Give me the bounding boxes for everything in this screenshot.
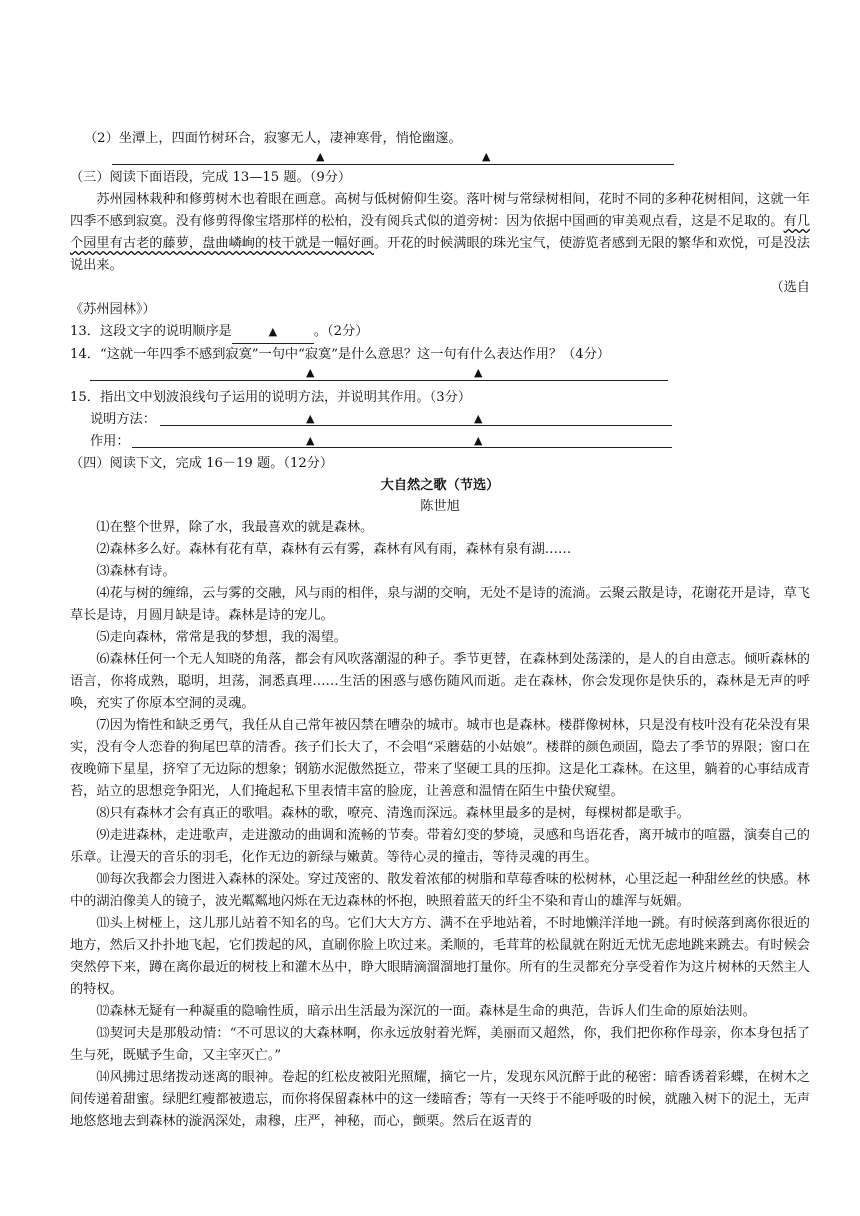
method-label: 说明方法： [90,412,156,427]
article-paragraph: ⑵森林多么好。森林有花有草，森林有云有雾，森林有风有雨，森林有泉有湖…… [96,542,572,557]
article-paragraph: ⑾头上树桠上，这儿那儿站着不知名的鸟。它们大大方方、满不在乎地站着，不时地懒洋洋地一跳。有时候落到离你很近的地方，然后又扑扑地飞起，它们拨起的风，直刷你脸上吹过来。柔顺的，毛茸茸的松鼠就在附近无忧无虑地跳来跳去。有时候会突然停下来，蹲在离你最近的树枝上和灌木丛中，睁大眼睛滴溜溜地打量你。所有的生灵都充分享受着作为这片树林的天然主人的特权。 [70,916,810,997]
article-paragraph: ⑼走进森林，走进歌声，走进激动的曲调和流畅的节奏。带着幻变的梦境，灵感和鸟语花香，离开城市的喧嚣，演奏自己的乐章。让漫天的音乐的羽毛，化作无边的新绿与嫩黄。等待心灵的撞击，等待灵魂的再生。 [70,828,810,865]
answer-marker: ▲ [474,434,483,447]
answer-line-2[interactable] [112,150,674,165]
question-2-text: （2）坐潭上，四面竹树环合，寂寥无人，凄神寒骨，悄怆幽邃。 [84,131,462,146]
source-note-b: 《苏州园林》） [70,302,156,317]
answer-marker: ▲ [306,412,315,425]
section-3-title: （三）阅读下面语段，完成 13—15 题。（9分） [70,170,352,185]
answer-marker: ▲ [482,150,491,163]
answer-line-method[interactable] [160,425,672,426]
source-note-a: （选自 [770,280,810,295]
question-14: 14．“这就一年四季不感到寂寞”一句中“寂寞”是什么意思？这一句有什么表达作用？（4分） [70,347,611,362]
article-paragraph: ⑸走向森林，常常是我的梦想，我的渴望。 [96,630,347,645]
article-paragraph: ⑻只有森林才会有真正的歌唱。森林的歌，嘹亮、清逸而深远。森林里最多的是树，每棵树都是歌手。 [96,806,690,821]
article-title: 大自然之歌（节选） [380,478,500,493]
question-13: 13．这段文字的说明顺序是 ▲ 。（2分） [70,321,810,344]
article-paragraph: ⑷花与树的缠绵，云与雾的交融，风与雨的相伴，泉与湖的交响，无处不是诗的流淌。云聚云散是诗，花谢花开是诗，草飞草长是诗，月圆月缺是诗。森林是诗的宠儿。 [70,586,810,623]
article-paragraph: ⒀契诃夫是那般动情：“不可思议的大森林啊，你永远放射着光辉，美丽而又超然，你，我们把你称作母亲，你本身包括了生与死，既赋予生命，又主宰灭亡。” [70,1026,810,1063]
answer-marker: ▲ [316,150,325,163]
article-paragraph: ⑶森林有诗。 [96,564,176,579]
article-author: 陈世旭 [420,499,460,514]
answer-line-14[interactable] [90,366,668,381]
article-paragraph: ⑿森林无疑有一种凝重的隐喻性质，暗示出生活最为深沉的一面。森林是生命的典范，告诉人们生命的原始法则。 [96,1004,756,1019]
answer-marker: ▲ [306,366,315,379]
answer-marker: ▲ [474,366,483,379]
article-paragraph: ⒁风拂过思绪拨动迷离的眼神。卷起的红松皮被阳光照耀，摘它一片，发现东风沉醉于此的秘密：暗香诱着彩蝶，在树木之间传递着甜蜜。绿肥红瘦都被遗忘，而你将保留森林中的这一缕暗香；等有一天终于不能呼吸的时候，就融入树下的泥土，无声地悠悠地去到森林的漩涡深处，肃穆，庄严，神秘，而心，颤栗。然后在返青的 [70,1070,810,1129]
answer-marker: ▲ [306,434,315,447]
answer-row-method[interactable] [70,409,810,431]
answer-blank-13[interactable]: ▲ [232,321,314,344]
section-3-passage: 苏州园林栽种和修剪树木也着眼在画意。高树与低树俯仰生姿。落叶树与常绿树相间，花时不同的多种花树相间，这就一年四季不感到寂寞。没有修剪得像宝塔那样的松柏，没有阅兵式似的道旁树：因为依据中国画的审美观点看，这是不足取的。有几个园里有古老的藤萝，盘曲嶙峋的枝干就是一幅好画。开花的时候满眼的珠光宝气，使游览者感到无限的繁华和欢悦，可是没法说出来。 [70,192,811,273]
wavy-underlined-sentence: 有几个园里有古老的藤萝，盘曲嶙峋的枝干就是一幅好画 [70,214,810,251]
answer-row-effect[interactable] [70,431,810,453]
section-4-title: （四）阅读下文，完成 16－19 题。（12分） [70,456,334,471]
answer-line-effect[interactable] [132,447,672,448]
article-paragraph: ⑺因为惰性和缺乏勇气，我任从自己常年被囚禁在嘈杂的城市。城市也是森林。楼群像树林，只是没有枝叶没有花朵没有果实，没有令人恋眷的狗尾巴草的清香。孩子们长大了，不会唱“采蘑菇的小姑娘”。楼群的颜色顽固，隐去了季节的界限；窗口在夜晚筛下星星，挤窄了无边际的想象；钢筋水泥傲然挺立，带来了坚硬工具的压抑。这是化工森林。在这里，躺着的心事结成青苔，站立的思想竞争阳光，人们掩起私下里表情丰富的脸庞，让善意和温情在陌生中蛰伏窥望。 [70,718,810,799]
article-paragraph: ⑴在整个世界，除了水，我最喜欢的就是森林。 [96,520,374,535]
article-paragraph: ⑽每次我都会力图进入森林的深处。穿过茂密的、散发着浓郁的树脂和草莓香味的松树林，心里泛起一种甜丝丝的快感。林中的湖泊像美人的镜子，波光粼粼地闪烁在无边森林的怀抱，映照着蓝天的纤尘不染和青山的雄浑与妩媚。 [70,872,810,909]
answer-marker: ▲ [474,412,483,425]
article-paragraph: ⑹森林任何一个无人知晓的角落，都会有风吹落潮湿的种子。季节更替，在森林到处荡漾的，是人的自由意志。倾听森林的语言，你将成熟，聪明，坦荡，洞悉真理……生活的困惑与感伤随风而逝。走在森林，你会发现你是快乐的，森林是无声的呼唤，充实了你原本空洞的灵魂。 [70,652,810,711]
article-body [70,517,810,1133]
exam-page [70,128,810,1133]
question-15: 15．指出文中划波浪线句子运用的说明方法，并说明其作用。（3分） [70,390,472,405]
effect-label: 作用： [90,434,130,449]
